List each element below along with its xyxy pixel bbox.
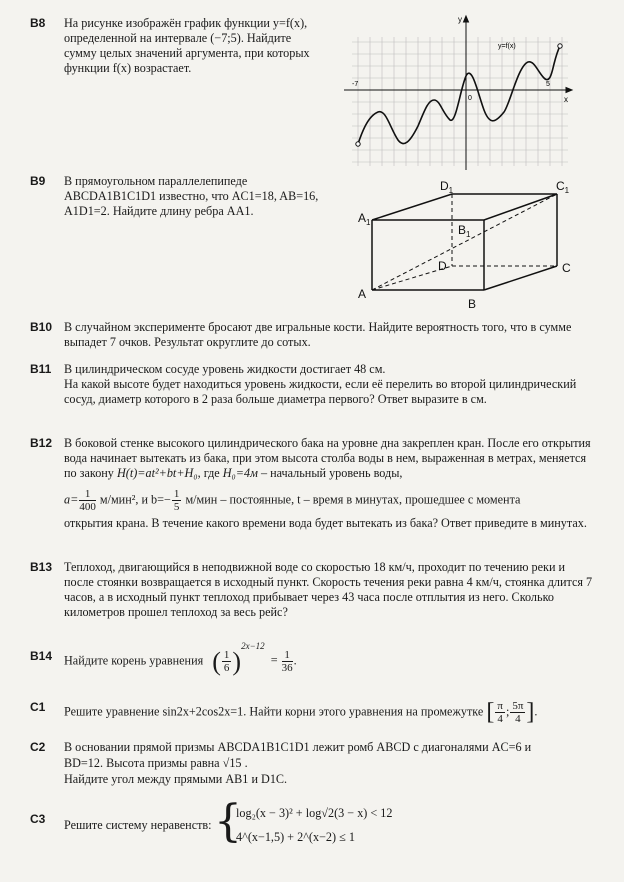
b12-a-denominator: 400 (79, 501, 96, 513)
b12-a-numerator: 1 (79, 488, 96, 501)
task-number-c2: C2 (30, 740, 46, 754)
b12-where: , где (197, 466, 223, 480)
task-text-b9: В прямоугольном параллелепипеде ABCDA1B1C1D1 известно, что AC1=18, AB=16, A1D1=2. Найдите длину ребра AA1. (64, 174, 319, 218)
b14-base: $\frac{1}{6}$ (223, 649, 230, 674)
vertex-label-a1: $A_1$ (358, 211, 371, 227)
b12-paragraph: В боковой стенке высокого цилиндрического бака на уровне дна закреплен кран. После его открытия вода начинает вытекать из бака, при этом высота столба воды в нем, выраженная в метрах, меняется по закону (64, 436, 591, 480)
function-curve (358, 46, 560, 144)
b12-b-unit: м/мин – постоянные, t – время в минутах, прошедшее с момента (182, 492, 521, 507)
task-text-b8: На рисунке изображён график функции y=f(x), определенной на интервале (−7;5). Найдите сумму целых значений аргумента, при которых функции f(x) возрастает. (64, 16, 310, 75)
c3-system-brace: { (214, 796, 242, 847)
task-text-b13: Теплоход, двигающийся в неподвижной воде со скоростью 18 км/ч, проходит по течению реки и после стоянки возвращается в исходный пункт. Скорость течения реки равна 4 км/ч, стоянка длится 7 часов, а в исходный пункт теплоход прибывает через 43 часа после отплытия из него. Сколько километров прошел теплоход за весь рейс? (64, 560, 593, 619)
b12-b-fraction (172, 488, 182, 513)
vertex-label-a: A (358, 287, 367, 301)
b12-level: – начальный уровень воды, (257, 466, 403, 480)
vertex-label-b: B (468, 297, 477, 311)
task-text-b11-line2: На какой высоте будет находиться уровень жидкости, если её перелить во второй цилиндрический сосуд, диаметр которого в 2 раза больше диаметра первого? Ответ выразите в см. (64, 377, 577, 406)
b14-rhs: $\frac{1}{36}$ (281, 649, 293, 674)
parallelepiped-diagram (352, 178, 582, 316)
task-text-c1 (64, 700, 609, 725)
b14-prompt: Найдите корень уравнения (64, 653, 204, 668)
b12-b-denominator: 5 (173, 501, 180, 513)
b14-exponent: 2x−12 (241, 641, 265, 652)
vertex-label-b1: $B_1$ (458, 223, 471, 239)
task-text-b11-line1: В цилиндрическом сосуде уровень жидкости достигает 48 см. (64, 362, 386, 376)
task-text-b12-question: открытия крана. В течение какого времени вода будет вытекать из бака? Ответ приведите в минутах. (64, 516, 587, 530)
tick-label-five: 5 (546, 81, 550, 88)
task-number-b12: B12 (30, 436, 53, 450)
task-number-c3: C3 (30, 812, 46, 826)
b12-a-fraction (79, 488, 96, 513)
task-text-b12 (64, 436, 594, 481)
task-text-b12-constants (64, 488, 594, 513)
function-graph (338, 12, 574, 172)
vertex-label-d1: $D_1$ (440, 179, 454, 195)
b12-b-numerator: 1 (173, 488, 180, 500)
c3-inequality-1: log₂(x − 3)² + log√2(3 − x) < 12 (236, 806, 393, 820)
axis-label-y: y (458, 15, 462, 24)
vertex-label-d: D (438, 259, 447, 273)
tick-label-zero: 0 (468, 95, 472, 102)
b12-a-lhs: a= (64, 492, 79, 507)
task-number-b10: B10 (30, 320, 53, 334)
vertex-label-c1: $C_1$ (556, 179, 570, 195)
task-text-b10: В случайном эксперименте бросают две игральные кости. Найдите вероятность того, что в сумме выпадет 7 очков. Результат округлите до сотых. (64, 320, 572, 349)
task-number-b13: B13 (30, 560, 53, 574)
task-text-b14 (64, 641, 564, 676)
b12-law: H(t)=at²+bt+H₀ (116, 466, 198, 480)
task-text-c2-line3: Найдите угол между прямыми AB1 и D1C. (64, 772, 288, 786)
task-number-b11: B11 (30, 362, 52, 376)
c3-inequality-2: 4^(x−1,5) + 2^(x−2) ≤ 1 (236, 830, 355, 844)
c1-interval: [ $\frac{\pi}{4}$ ; $\frac{5\pi}{4}$ ]. (486, 699, 538, 725)
b12-h0: H₀=4м (222, 466, 258, 480)
task-text-c2-line1: В основании прямой призмы ABCDA1B1C1D1 лежит ромб ABCD с диагоналями AC=6 и (64, 740, 532, 754)
task-number-c1: C1 (30, 700, 46, 714)
tick-label-minus7: -7 (352, 81, 359, 88)
b14-equation: ( $\frac{1}{6}$ )$^{2x-12}$ = $\frac{1}{36}$ . (212, 641, 297, 676)
axis-label-x: x (564, 95, 568, 104)
function-label: y=f(x) (498, 43, 516, 50)
task-number-b8: B8 (30, 16, 46, 30)
task-number-b14: B14 (30, 649, 53, 663)
b12-a-unit: м/мин², и b=− (96, 492, 171, 507)
vertex-label-c: C (562, 261, 571, 275)
task-text-c3: Решите систему неравенств: (64, 818, 212, 832)
c1-prompt: Решите уравнение sin2x+2cos2x=1. Найти корни этого уравнения на промежутке (64, 704, 484, 719)
task-text-c2-line2: BD=12. Высота призмы равна √15 . (64, 756, 248, 770)
task-number-b9: B9 (30, 174, 46, 188)
